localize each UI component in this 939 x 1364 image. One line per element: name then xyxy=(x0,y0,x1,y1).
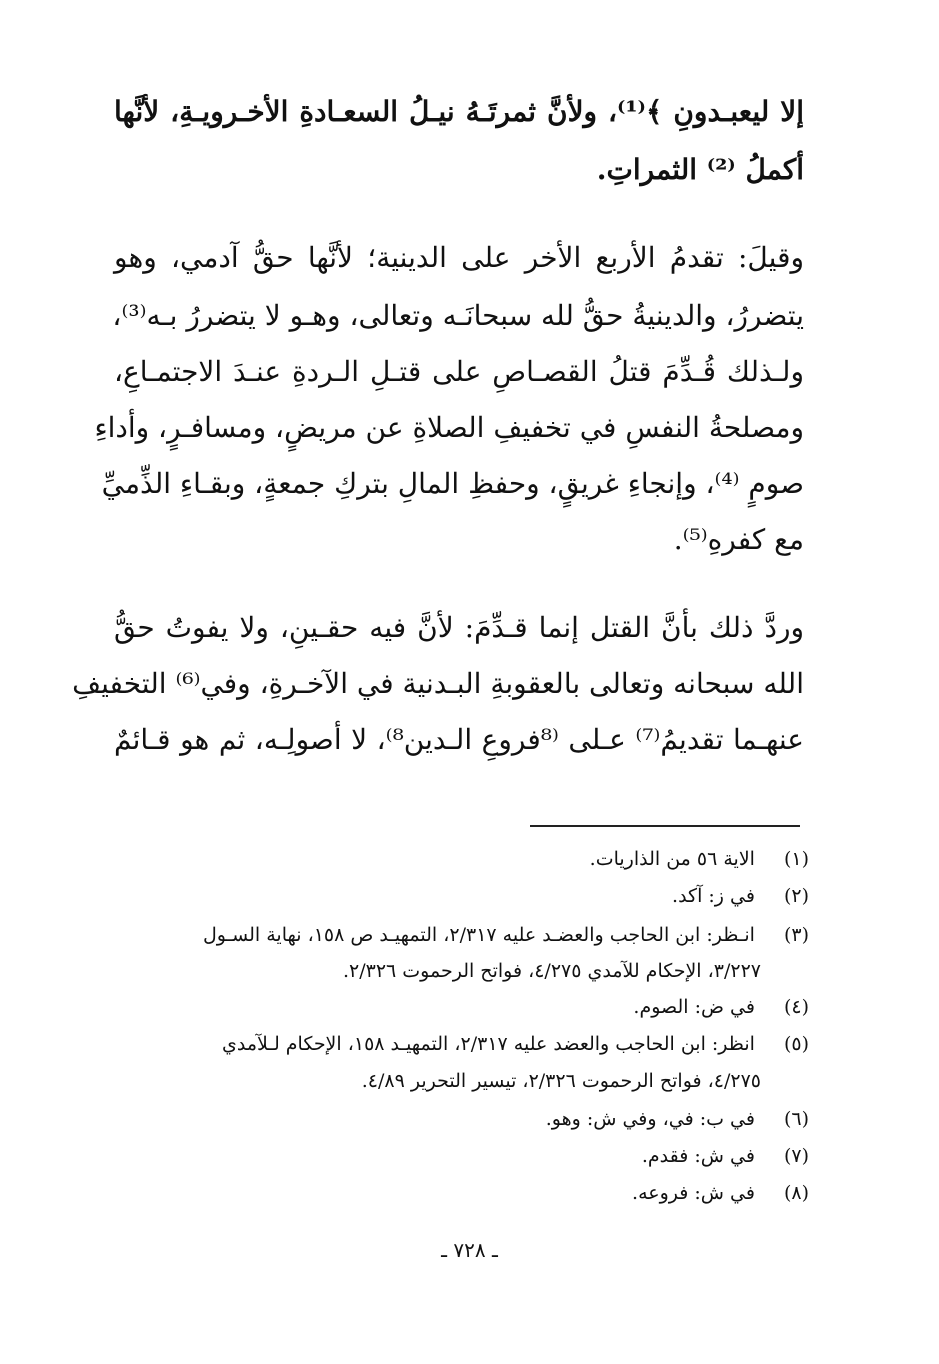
footnote-number: (٦) xyxy=(783,1108,809,1130)
footnote-8 xyxy=(109,1180,809,1206)
text-line: مع كفرهِ⁽⁵⁾. xyxy=(673,523,804,556)
footnote-6 xyxy=(109,1106,809,1132)
footnote-5 xyxy=(109,1031,809,1057)
text-line: الله سبحانه وتعالى بالعقوبةِ البـدنية في الآخـرةِ، وفي⁽⁶⁾ التخفيفِ xyxy=(72,667,804,700)
footnote-text: في ش: فقدم. xyxy=(641,1145,755,1167)
footnote-number: (٥) xyxy=(783,1033,809,1055)
footnote-number: (١) xyxy=(783,848,809,870)
text-line: وردَّ ذلك بأنَّ القتل إنما قـدِّمَ: لأنَّ فيه حقـينِ، ولا يفوتُ حقُّ xyxy=(114,611,804,644)
text-line: وقيلَ: تقدمُ الأربع الأخر على الدينية؛ لأنَّها حقُّ آدمي، وهو xyxy=(114,241,804,274)
footnote-number: (٨) xyxy=(783,1182,809,1204)
text-line: إلا ليعبـدونِ ﴾⁽¹⁾، ولأنَّ ثمرتَـهُ نيـلُ السعـادةِ الأخـرويـةِ، لأنَّها xyxy=(114,95,804,128)
footnote-number: (٢) xyxy=(783,885,809,907)
footnote-text: في ز: آكد. xyxy=(672,885,755,907)
page-number: ـ ٧٢٨ ـ xyxy=(441,1238,498,1262)
footnote-text: انـظر: ابن الحاجب والعضـد عليه ٢/٣١٧، التمهيـد ص ١٥٨، نهاية السـول xyxy=(202,924,755,946)
footnote-2 xyxy=(109,883,809,909)
footnote-text: في ض: الصوم. xyxy=(633,996,755,1018)
footnote-text: الاية ٥٦ من الذاريات. xyxy=(589,848,755,870)
footnote-text: في ش: فروعه. xyxy=(632,1182,755,1204)
text-line: يتضررُ، والدينيةُ حقُّ لله سبحانَـه وتعالى، وهـو لا يتضررُ بـه⁽³⁾، xyxy=(112,299,804,332)
footnote-text: انظر: ابن الحاجب والعضد عليه ٢/٣١٧، التمهيـد ١٥٨، الإحكام لـلآمدي xyxy=(222,1033,755,1055)
footnote-number: (٤) xyxy=(783,996,809,1018)
footnote-4 xyxy=(109,994,809,1020)
footnote-number: (٧) xyxy=(783,1145,809,1167)
text-line: ولـذلك قُـدِّمَ قتلُ القصـاصِ على قتـلِ الـردةِ عنـدَ الاجتمـاعِ، xyxy=(114,355,804,388)
footnote-3 xyxy=(109,922,809,948)
footnote-separator xyxy=(530,825,800,827)
text-line: عنهـما تقديمُ⁽⁷⁾ عـلى ⁽⁸فروعِ الـدين⁸⁾، لا أصولِـه، ثم هو قـائمٌ xyxy=(114,723,805,756)
footnote-1 xyxy=(109,846,809,872)
footnote-text: في ب: في، وفي ش: وهو. xyxy=(545,1108,755,1130)
footnote-number: (٣) xyxy=(783,924,809,946)
footnote-5-continuation: ٤/٢٧٥، فواتح الرحموت ٢/٣٢٦، تيسير التحرير ٤/٨٩. xyxy=(361,1070,761,1092)
text-line: صومٍ ⁽⁴⁾، وإنجاءِ غريقٍ، وحفظِ المالِ بتركِ جمعةٍ، وبقـاءِ الذِّميِّ xyxy=(101,467,804,500)
text-line: أكملُ ⁽²⁾ الثمراتِ. xyxy=(596,153,804,186)
footnote-3-continuation: ٣/٢٢٧، الإحكام للآمدي ٤/٢٧٥، فواتح الرحموت ٢/٣٢٦. xyxy=(342,960,761,982)
footnote-7 xyxy=(109,1143,809,1169)
text-line: ومصلحةُ النفسِ في تخفيفِ الصلاةِ عن مريضٍ، ومسافـرٍ، وأداءِ xyxy=(94,411,804,444)
